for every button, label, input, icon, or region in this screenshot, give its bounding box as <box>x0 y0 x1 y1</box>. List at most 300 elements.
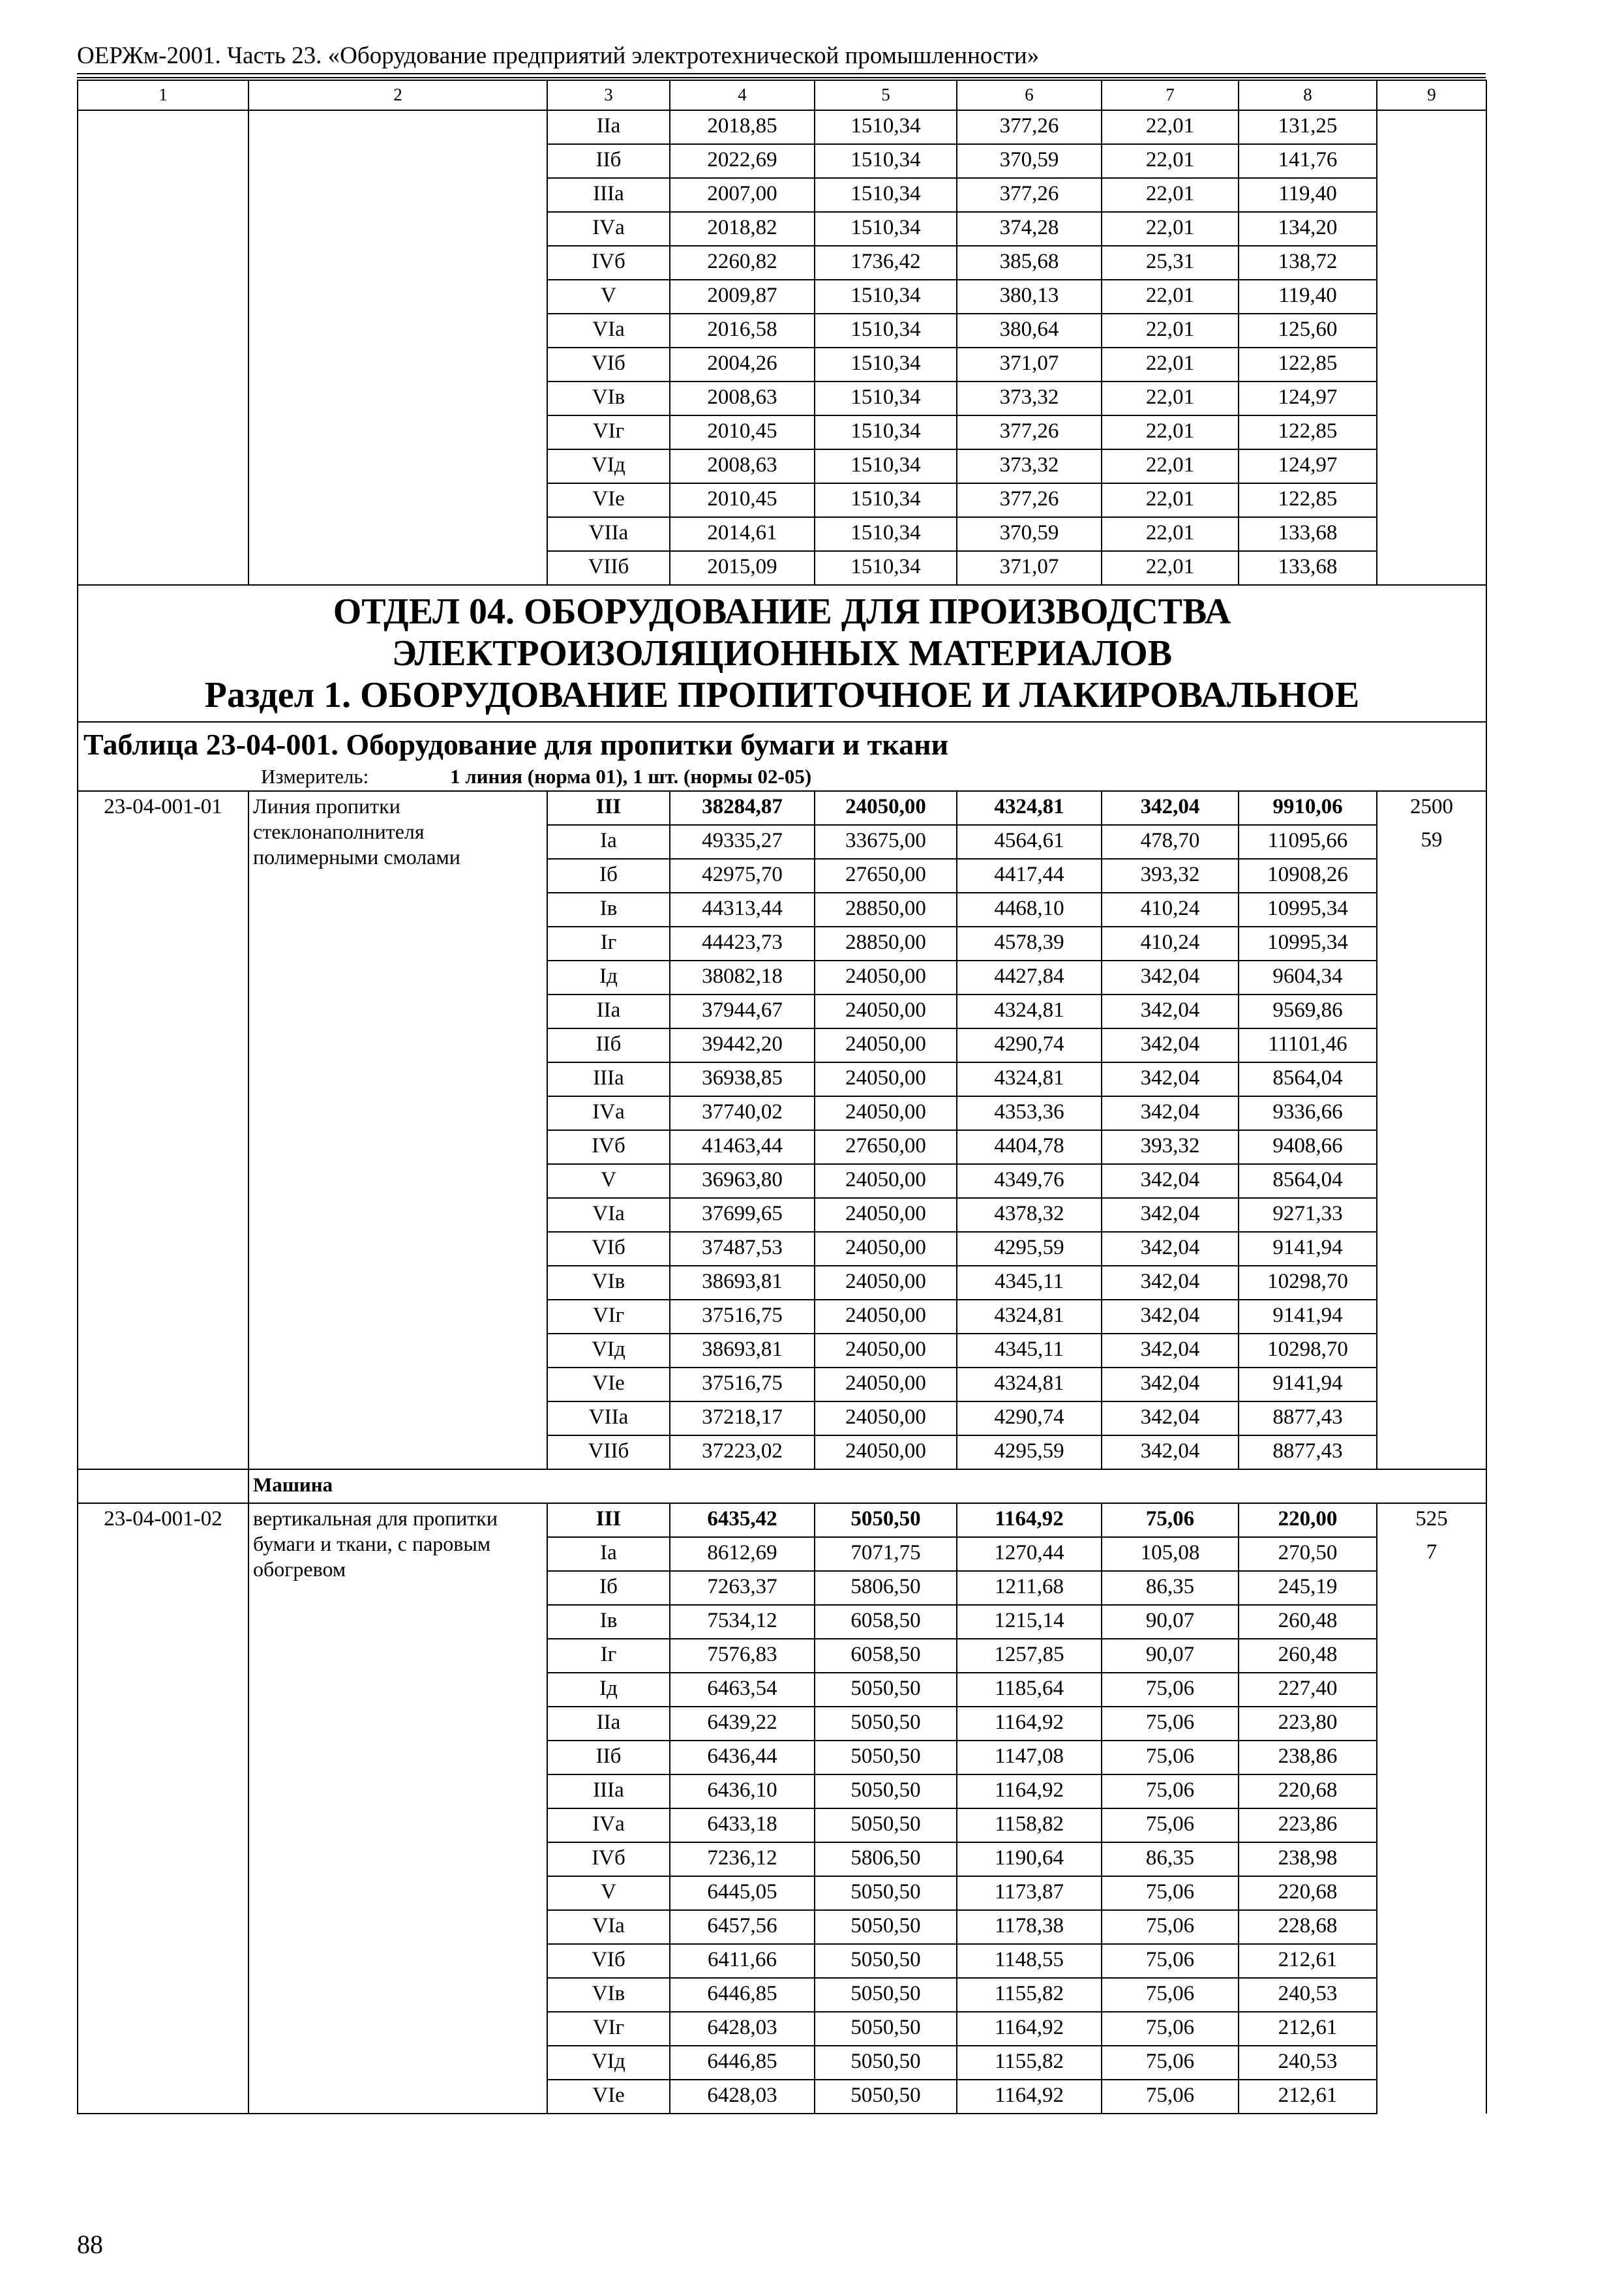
section-chapter: Раздел 1. ОБОРУДОВАНИЕ ПРОПИТОЧНОЕ И ЛАКИРОВАЛЬНОЕ <box>204 675 1360 715</box>
value-cell: 38693,81 <box>670 1266 815 1300</box>
value-cell: 9141,94 <box>1239 1300 1377 1334</box>
value-cell: 27650,00 <box>815 859 957 893</box>
value-cell: 6436,44 <box>670 1741 815 1774</box>
value-cell: 7576,83 <box>670 1639 815 1673</box>
zone-cell: IIб <box>547 1741 670 1774</box>
value-cell: 1178,38 <box>957 1910 1102 1944</box>
value-cell: 2022,69 <box>670 144 815 178</box>
value-cell: 220,68 <box>1239 1774 1377 1808</box>
value-cell: 24050,00 <box>815 1300 957 1334</box>
zone-cell: IVб <box>547 246 670 280</box>
code-cell <box>78 110 248 585</box>
zone-cell: IIб <box>547 1028 670 1062</box>
header-rule <box>77 73 1486 74</box>
value-cell: 86,35 <box>1102 1842 1239 1876</box>
value-cell: 8564,04 <box>1239 1164 1377 1198</box>
value-cell: 2018,85 <box>670 110 815 144</box>
value-cell: 342,04 <box>1102 1401 1239 1435</box>
zone-cell: IIб <box>547 144 670 178</box>
value-cell: 37487,53 <box>670 1232 815 1266</box>
value-cell: 6436,10 <box>670 1774 815 1808</box>
value-cell: 5050,50 <box>815 2080 957 2114</box>
value-cell: 11101,46 <box>1239 1028 1377 1062</box>
value-cell: 1510,34 <box>815 178 957 212</box>
zone-cell: VIIб <box>547 1435 670 1469</box>
zone-cell: Iа <box>547 1537 670 1571</box>
column-number: 3 <box>547 80 670 110</box>
value-cell: 6445,05 <box>670 1876 815 1910</box>
value-cell: 1164,92 <box>957 1503 1102 1537</box>
value-cell: 10298,70 <box>1239 1334 1377 1368</box>
subheading: Машина <box>248 1469 1486 1503</box>
value-cell: 4324,81 <box>957 1062 1102 1096</box>
zone-cell: V <box>547 1876 670 1910</box>
value-cell: 410,24 <box>1102 927 1239 961</box>
value-cell: 342,04 <box>1102 791 1239 825</box>
value-cell: 342,04 <box>1102 995 1239 1028</box>
value-cell: 24050,00 <box>815 1266 957 1300</box>
col9-cell: 7 <box>1377 1537 1486 1571</box>
value-cell: 228,68 <box>1239 1910 1377 1944</box>
value-cell: 75,06 <box>1102 1808 1239 1842</box>
section-department-line2: ЭЛЕКТРОИЗОЛЯЦИОННЫХ МАТЕРИАЛОВ <box>391 633 1173 674</box>
value-cell: 24050,00 <box>815 1062 957 1096</box>
value-cell: 212,61 <box>1239 2012 1377 2046</box>
value-cell: 9141,94 <box>1239 1232 1377 1266</box>
value-cell: 131,25 <box>1239 110 1377 144</box>
zone-cell: Iд <box>547 961 670 995</box>
column-number: 6 <box>957 80 1102 110</box>
value-cell: 75,06 <box>1102 2080 1239 2114</box>
value-cell: 1173,87 <box>957 1876 1102 1910</box>
value-cell: 37516,75 <box>670 1368 815 1401</box>
value-cell: 22,01 <box>1102 144 1239 178</box>
value-cell: 141,76 <box>1239 144 1377 178</box>
value-cell: 1164,92 <box>957 1774 1102 1808</box>
value-cell: 75,06 <box>1102 2012 1239 2046</box>
value-cell: 75,06 <box>1102 1944 1239 1978</box>
value-cell: 24050,00 <box>815 1164 957 1198</box>
zone-cell: VIг <box>547 1300 670 1334</box>
value-cell: 10298,70 <box>1239 1266 1377 1300</box>
value-cell: 2015,09 <box>670 551 815 585</box>
zone-cell: IVа <box>547 1096 670 1130</box>
value-cell: 8564,04 <box>1239 1062 1377 1096</box>
value-cell: 373,32 <box>957 449 1102 483</box>
value-cell: 342,04 <box>1102 1368 1239 1401</box>
value-cell: 1510,34 <box>815 212 957 246</box>
value-cell: 5050,50 <box>815 1741 957 1774</box>
value-cell: 5050,50 <box>815 1503 957 1537</box>
value-cell: 1510,34 <box>815 314 957 348</box>
value-cell: 125,60 <box>1239 314 1377 348</box>
value-cell: 2010,45 <box>670 483 815 517</box>
value-cell: 39442,20 <box>670 1028 815 1062</box>
value-cell: 9604,34 <box>1239 961 1377 995</box>
value-cell: 75,06 <box>1102 2046 1239 2080</box>
value-cell: 90,07 <box>1102 1605 1239 1639</box>
value-cell: 37740,02 <box>670 1096 815 1130</box>
value-cell: 6433,18 <box>670 1808 815 1842</box>
value-cell: 24050,00 <box>815 1096 957 1130</box>
value-cell: 5050,50 <box>815 1978 957 2012</box>
column-number-row <box>78 80 1486 110</box>
value-cell: 342,04 <box>1102 961 1239 995</box>
value-cell: 122,85 <box>1239 415 1377 449</box>
value-cell: 4417,44 <box>957 859 1102 893</box>
value-cell: 4345,11 <box>957 1266 1102 1300</box>
zone-cell: VIе <box>547 2080 670 2114</box>
value-cell: 24050,00 <box>815 1028 957 1062</box>
value-cell: 342,04 <box>1102 1266 1239 1300</box>
zone-cell: Iб <box>547 859 670 893</box>
table-row <box>78 1503 1486 1537</box>
value-cell: 24050,00 <box>815 1368 957 1401</box>
value-cell: 371,07 <box>957 348 1102 382</box>
code-cell: 23-04-001-02 <box>78 1503 248 2114</box>
value-cell: 22,01 <box>1102 314 1239 348</box>
value-cell: 75,06 <box>1102 1910 1239 1944</box>
table-title-row <box>78 722 1486 763</box>
value-cell: 122,85 <box>1239 483 1377 517</box>
value-cell: 9271,33 <box>1239 1198 1377 1232</box>
section-row <box>78 585 1486 722</box>
value-cell: 373,32 <box>957 382 1102 415</box>
value-cell: 260,48 <box>1239 1639 1377 1673</box>
value-cell: 393,32 <box>1102 859 1239 893</box>
value-cell: 6435,42 <box>670 1503 815 1537</box>
column-number: 1 <box>78 80 248 110</box>
zone-cell: VIд <box>547 1334 670 1368</box>
value-cell: 212,61 <box>1239 1944 1377 1978</box>
value-cell: 9408,66 <box>1239 1130 1377 1164</box>
section-department-line1: ОТДЕЛ 04. ОБОРУДОВАНИЕ ДЛЯ ПРОИЗВОДСТВА <box>333 591 1231 632</box>
value-cell: 75,06 <box>1102 1774 1239 1808</box>
value-cell: 260,48 <box>1239 1605 1377 1639</box>
zone-cell: IVа <box>547 1808 670 1842</box>
value-cell: 134,20 <box>1239 212 1377 246</box>
value-cell: 28850,00 <box>815 893 957 927</box>
zone-cell: Iв <box>547 1605 670 1639</box>
value-cell: 245,19 <box>1239 1571 1377 1605</box>
zone-cell: VIа <box>547 1910 670 1944</box>
value-cell: 223,80 <box>1239 1707 1377 1741</box>
zone-cell: Iб <box>547 1571 670 1605</box>
value-cell: 1510,34 <box>815 551 957 585</box>
value-cell: 5050,50 <box>815 1944 957 1978</box>
value-cell: 385,68 <box>957 246 1102 280</box>
value-cell: 22,01 <box>1102 212 1239 246</box>
zone-cell: VIг <box>547 2012 670 2046</box>
value-cell: 6463,54 <box>670 1673 815 1707</box>
value-cell: 478,70 <box>1102 825 1239 859</box>
value-cell: 377,26 <box>957 110 1102 144</box>
value-cell: 2016,58 <box>670 314 815 348</box>
value-cell: 377,26 <box>957 483 1102 517</box>
zone-cell: VIв <box>547 382 670 415</box>
zone-cell: VIд <box>547 449 670 483</box>
meter-row <box>78 763 1486 791</box>
zone-cell: Iг <box>547 927 670 961</box>
zone-cell: VIд <box>547 2046 670 2080</box>
table-row <box>78 110 1486 144</box>
value-cell: 4404,78 <box>957 1130 1102 1164</box>
value-cell: 24050,00 <box>815 1401 957 1435</box>
value-cell: 1164,92 <box>957 2012 1102 2046</box>
zone-cell: VIб <box>547 348 670 382</box>
value-cell: 1736,42 <box>815 246 957 280</box>
value-cell: 5050,50 <box>815 1808 957 1842</box>
value-cell: 22,01 <box>1102 415 1239 449</box>
value-cell: 342,04 <box>1102 1028 1239 1062</box>
value-cell: 1215,14 <box>957 1605 1102 1639</box>
zone-cell: IIа <box>547 995 670 1028</box>
col9-cell <box>1377 1571 1486 2114</box>
value-cell: 7534,12 <box>670 1605 815 1639</box>
column-number: 4 <box>670 80 815 110</box>
value-cell: 377,26 <box>957 415 1102 449</box>
value-cell: 1257,85 <box>957 1639 1102 1673</box>
value-cell: 133,68 <box>1239 517 1377 551</box>
zone-cell: VIб <box>547 1944 670 1978</box>
value-cell: 377,26 <box>957 178 1102 212</box>
value-cell: 5050,50 <box>815 1876 957 1910</box>
name-cell: Линия пропитки стеклонаполнителя полимерными смолами <box>248 791 547 1469</box>
value-cell: 38082,18 <box>670 961 815 995</box>
value-cell: 86,35 <box>1102 1571 1239 1605</box>
value-cell: 342,04 <box>1102 1334 1239 1368</box>
value-cell: 44313,44 <box>670 893 815 927</box>
zone-cell: VIIа <box>547 1401 670 1435</box>
value-cell: 37516,75 <box>670 1300 815 1334</box>
value-cell: 42975,70 <box>670 859 815 893</box>
zone-cell: V <box>547 1164 670 1198</box>
value-cell: 36938,85 <box>670 1062 815 1096</box>
zone-cell: IIа <box>547 1707 670 1741</box>
value-cell: 22,01 <box>1102 110 1239 144</box>
value-cell: 4295,59 <box>957 1232 1102 1266</box>
value-cell: 2008,63 <box>670 449 815 483</box>
subheading-row <box>78 1469 1486 1503</box>
value-cell: 5050,50 <box>815 2012 957 2046</box>
value-cell: 22,01 <box>1102 348 1239 382</box>
value-cell: 6428,03 <box>670 2080 815 2114</box>
zone-cell: IVа <box>547 212 670 246</box>
column-number: 2 <box>248 80 547 110</box>
value-cell: 6058,50 <box>815 1605 957 1639</box>
value-cell: 33675,00 <box>815 825 957 859</box>
value-cell: 7236,12 <box>670 1842 815 1876</box>
value-cell: 1148,55 <box>957 1944 1102 1978</box>
zone-cell: III <box>547 791 670 825</box>
value-cell: 37218,17 <box>670 1401 815 1435</box>
zone-cell: IIIа <box>547 1062 670 1096</box>
name-cell <box>248 110 547 585</box>
value-cell: 75,06 <box>1102 1503 1239 1537</box>
value-cell: 1510,34 <box>815 280 957 314</box>
zone-cell: V <box>547 280 670 314</box>
value-cell: 24050,00 <box>815 1435 957 1469</box>
value-cell: 240,53 <box>1239 2046 1377 2080</box>
value-cell: 4324,81 <box>957 791 1102 825</box>
value-cell: 2009,87 <box>670 280 815 314</box>
column-number: 8 <box>1239 80 1377 110</box>
value-cell: 1510,34 <box>815 483 957 517</box>
value-cell: 6457,56 <box>670 1910 815 1944</box>
value-cell: 370,59 <box>957 144 1102 178</box>
code-cell: 23-04-001-01 <box>78 791 248 1469</box>
value-cell: 1155,82 <box>957 1978 1102 2012</box>
value-cell: 37223,02 <box>670 1435 815 1469</box>
page-number: 88 <box>77 2230 103 2259</box>
value-cell: 122,85 <box>1239 348 1377 382</box>
column-number: 7 <box>1102 80 1239 110</box>
value-cell: 240,53 <box>1239 1978 1377 2012</box>
value-cell: 24050,00 <box>815 791 957 825</box>
value-cell: 25,31 <box>1102 246 1239 280</box>
value-cell: 24050,00 <box>815 1232 957 1266</box>
value-cell: 6428,03 <box>670 2012 815 2046</box>
value-cell: 36963,80 <box>670 1164 815 1198</box>
value-cell: 27650,00 <box>815 1130 957 1164</box>
value-cell: 5050,50 <box>815 2046 957 2080</box>
value-cell: 4345,11 <box>957 1334 1102 1368</box>
value-cell: 4324,81 <box>957 1368 1102 1401</box>
value-cell: 4295,59 <box>957 1435 1102 1469</box>
header-rule <box>77 77 1486 78</box>
value-cell: 6439,22 <box>670 1707 815 1741</box>
value-cell: 22,01 <box>1102 551 1239 585</box>
zone-cell: Iа <box>547 825 670 859</box>
value-cell: 220,00 <box>1239 1503 1377 1537</box>
value-cell: 5050,50 <box>815 1774 957 1808</box>
value-cell: 4578,39 <box>957 927 1102 961</box>
value-cell: 1510,34 <box>815 110 957 144</box>
value-cell: 4378,32 <box>957 1198 1102 1232</box>
value-cell: 1147,08 <box>957 1741 1102 1774</box>
meter-line <box>78 763 1486 791</box>
value-cell: 24050,00 <box>815 1334 957 1368</box>
value-cell: 2007,00 <box>670 178 815 212</box>
value-cell: 75,06 <box>1102 1741 1239 1774</box>
value-cell: 1510,34 <box>815 415 957 449</box>
price-table <box>77 80 1487 2114</box>
value-cell: 5806,50 <box>815 1571 957 1605</box>
zone-cell: IVб <box>547 1130 670 1164</box>
value-cell: 238,98 <box>1239 1842 1377 1876</box>
value-cell: 227,40 <box>1239 1673 1377 1707</box>
value-cell: 1164,92 <box>957 2080 1102 2114</box>
value-cell: 1510,34 <box>815 449 957 483</box>
table-title: Таблица 23-04-001. Оборудование для пропитки бумаги и ткани <box>78 722 1486 763</box>
value-cell: 124,97 <box>1239 449 1377 483</box>
value-cell: 138,72 <box>1239 246 1377 280</box>
value-cell: 6411,66 <box>670 1944 815 1978</box>
meter-value: 1 линия (норма 01), 1 шт. (нормы 02-05) <box>450 765 812 788</box>
value-cell: 4427,84 <box>957 961 1102 995</box>
value-cell: 4564,61 <box>957 825 1102 859</box>
value-cell: 75,06 <box>1102 1673 1239 1707</box>
value-cell: 1185,64 <box>957 1673 1102 1707</box>
value-cell: 9336,66 <box>1239 1096 1377 1130</box>
table-row <box>78 791 1486 825</box>
value-cell: 370,59 <box>957 517 1102 551</box>
value-cell: 6446,85 <box>670 2046 815 2080</box>
value-cell: 75,06 <box>1102 1876 1239 1910</box>
value-cell: 2010,45 <box>670 415 815 449</box>
value-cell: 8612,69 <box>670 1537 815 1571</box>
value-cell: 24050,00 <box>815 995 957 1028</box>
section-heading <box>78 585 1486 722</box>
zone-cell: VIг <box>547 415 670 449</box>
value-cell: 220,68 <box>1239 1876 1377 1910</box>
value-cell: 1190,64 <box>957 1842 1102 1876</box>
value-cell: 4324,81 <box>957 995 1102 1028</box>
value-cell: 8877,43 <box>1239 1401 1377 1435</box>
zone-cell: VIв <box>547 1978 670 2012</box>
col9-cell: 2500 <box>1377 791 1486 825</box>
zone-cell: IIIа <box>547 1774 670 1808</box>
zone-cell: III <box>547 1503 670 1537</box>
value-cell: 342,04 <box>1102 1198 1239 1232</box>
value-cell: 22,01 <box>1102 449 1239 483</box>
zone-cell: IVб <box>547 1842 670 1876</box>
zone-cell: VIе <box>547 1368 670 1401</box>
value-cell: 9910,06 <box>1239 791 1377 825</box>
value-cell: 342,04 <box>1102 1435 1239 1469</box>
value-cell: 2018,82 <box>670 212 815 246</box>
value-cell: 342,04 <box>1102 1096 1239 1130</box>
zone-cell: VIа <box>547 314 670 348</box>
value-cell: 6058,50 <box>815 1639 957 1673</box>
value-cell: 1510,34 <box>815 144 957 178</box>
column-number: 9 <box>1377 80 1486 110</box>
table-body <box>78 80 1486 2114</box>
value-cell: 4290,74 <box>957 1028 1102 1062</box>
value-cell: 223,86 <box>1239 1808 1377 1842</box>
zone-cell: IIа <box>547 110 670 144</box>
value-cell: 22,01 <box>1102 280 1239 314</box>
value-cell: 8877,43 <box>1239 1435 1377 1469</box>
value-cell: 4468,10 <box>957 893 1102 927</box>
zone-cell: VIIб <box>547 551 670 585</box>
value-cell: 7071,75 <box>815 1537 957 1571</box>
col9-cell <box>1377 859 1486 1469</box>
column-number: 5 <box>815 80 957 110</box>
value-cell: 22,01 <box>1102 382 1239 415</box>
value-cell: 38284,87 <box>670 791 815 825</box>
value-cell: 37699,65 <box>670 1198 815 1232</box>
value-cell: 75,06 <box>1102 1707 1239 1741</box>
value-cell: 119,40 <box>1239 178 1377 212</box>
value-cell: 393,32 <box>1102 1130 1239 1164</box>
col9-cell: 525 <box>1377 1503 1486 1537</box>
zone-cell: VIб <box>547 1232 670 1266</box>
zone-cell: Iд <box>547 1673 670 1707</box>
value-cell: 9569,86 <box>1239 995 1377 1028</box>
value-cell: 410,24 <box>1102 893 1239 927</box>
value-cell: 380,13 <box>957 280 1102 314</box>
value-cell: 22,01 <box>1102 483 1239 517</box>
value-cell: 10995,34 <box>1239 893 1377 927</box>
value-cell: 371,07 <box>957 551 1102 585</box>
value-cell: 37944,67 <box>670 995 815 1028</box>
value-cell: 6446,85 <box>670 1978 815 2012</box>
zone-cell: VIв <box>547 1266 670 1300</box>
value-cell: 1158,82 <box>957 1808 1102 1842</box>
zone-cell: Iв <box>547 893 670 927</box>
value-cell: 4349,76 <box>957 1164 1102 1198</box>
